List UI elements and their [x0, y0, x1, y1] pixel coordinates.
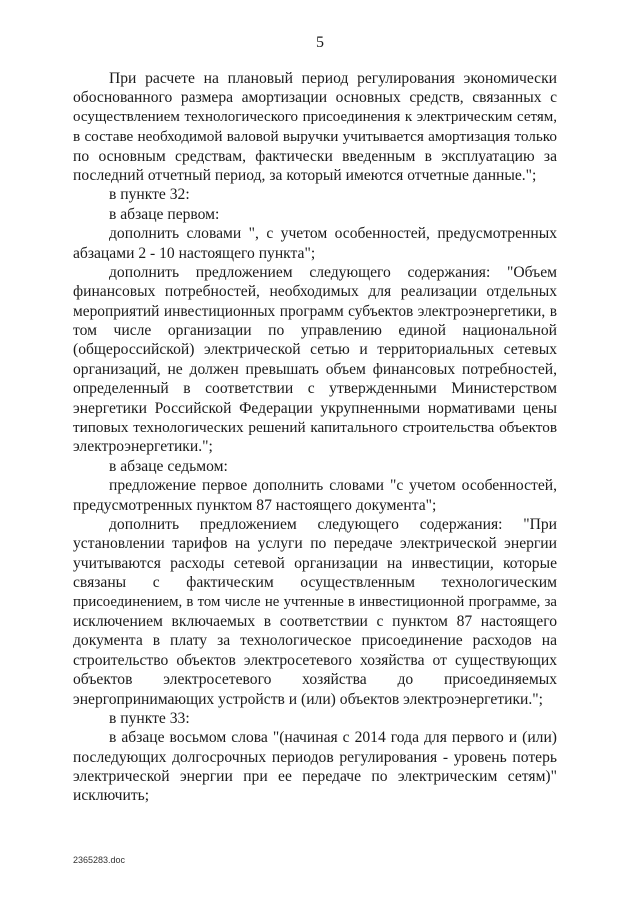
document-line: в пункте 33: — [109, 709, 190, 727]
document-line: обоснованного размера амортизации основных средств, связанных с — [73, 89, 557, 107]
document-line: исключить; — [73, 787, 150, 805]
document-line: дополнить словами ", с учетом особенностей, предусмотренных — [109, 225, 557, 243]
document-body — [73, 69, 557, 806]
document-line: предусмотренных пунктом 87 настоящего документа"; — [73, 496, 437, 514]
document-line: объектов электросетевого хозяйства до присоединяемых — [73, 671, 557, 689]
document-line: энергопринимающих устройств и (или) объектов электроэнергетики."; — [73, 690, 543, 708]
document-line: в пункте 32: — [109, 186, 190, 204]
document-line: исключением включаемых в соответствии с пунктом 87 настоящего — [73, 612, 557, 630]
document-line: мероприятий инвестиционных программ субъектов электроэнергетики, в — [73, 302, 557, 320]
document-line: электроэнергетики."; — [73, 438, 213, 456]
document-line: энергетики Российской Федерации укрупненными нормативами цены — [73, 399, 557, 417]
document-line: осуществлением технологического присоединения к электрическим сетям, — [73, 108, 557, 125]
document-line: дополнить предложением следующего содержания: "Объем — [109, 263, 557, 281]
document-line: в абзаце первом: — [109, 205, 220, 223]
document-line: в абзаце седьмом: — [109, 457, 228, 475]
page-number: 5 — [316, 34, 324, 51]
document-line: типовых технологических решений капитального строительства объектов — [73, 419, 557, 437]
document-line: определенный в соответствии с утвержденными Министерством — [73, 380, 557, 398]
document-line: установлении тарифов на услуги по передаче электрической энергии — [73, 535, 557, 553]
document-line: документа в плату за технологическое присоединение расходов на — [73, 632, 557, 650]
document-line: последующих долгосрочных периодов регулирования - уровень потерь — [73, 748, 557, 766]
document-line: последний отчетный период, за который имеются отчетные данные."; — [73, 166, 537, 184]
document-line: электрической энергии при ее передаче по электрическим сетям)" — [73, 768, 557, 786]
document-line: учитываются расходы сетевой организации на инвестиции, которые — [73, 554, 557, 572]
document-line: присоединением, в том числе не учтенные в инвестиционной программе, за — [73, 593, 557, 610]
document-line: том числе организации по управлению единой национальной — [73, 322, 557, 340]
document-line: строительство объектов электросетевого хозяйства от существующих — [73, 651, 557, 669]
document-line: предложение первое дополнить словами "с учетом особенностей, — [109, 477, 557, 495]
document-line: в составе необходимой валовой выручки учитывается амортизация только — [73, 128, 557, 146]
document-line: абзацами 2 - 10 настоящего пункта"; — [73, 244, 316, 262]
document-line: (общероссийской) электрической сетью и территориальных сетевых — [73, 341, 557, 359]
document-line: организаций, не должен превышать объем финансовых потребностей, — [73, 360, 557, 378]
document-footer-filename: 2365283.doc — [73, 855, 126, 865]
document-line: дополнить предложением следующего содержания: "При — [109, 515, 557, 533]
document-line: связаны с фактическим осуществленным технологическим — [73, 574, 557, 592]
document-line: по основным средствам, фактически введенным в эксплуатацию за — [73, 147, 557, 165]
document-line: финансовых потребностей, необходимых для реализации отдельных — [73, 283, 557, 301]
document-line: в абзаце восьмом слова "(начиная с 2014 года для первого и (или) — [109, 729, 557, 747]
document-line: При расчете на плановый период регулирования экономически — [109, 70, 557, 87]
